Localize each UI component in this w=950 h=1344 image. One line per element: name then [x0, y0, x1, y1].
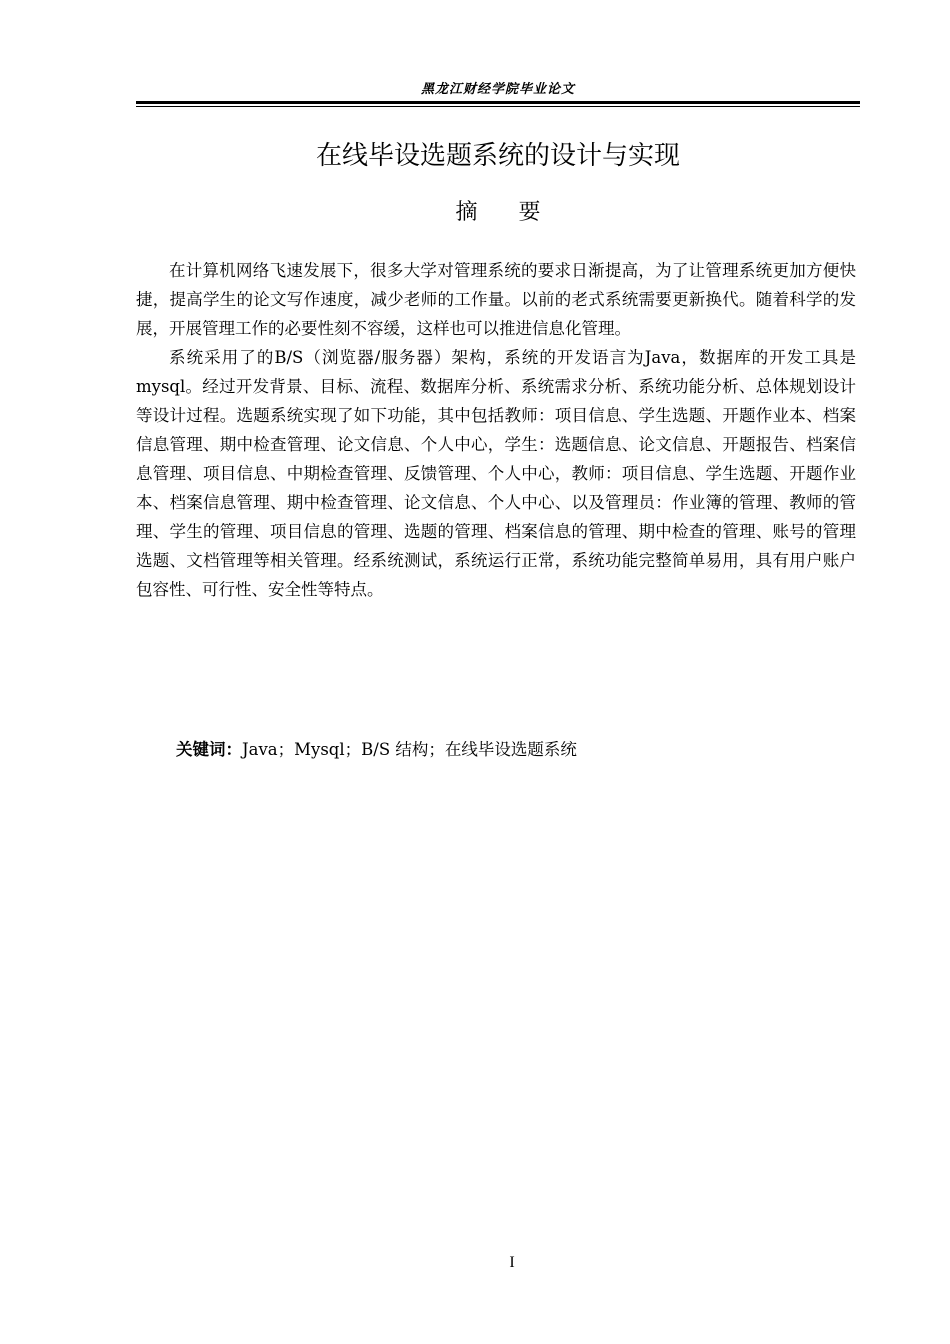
page-number: I — [509, 1254, 515, 1271]
keywords-line — [176, 735, 856, 764]
keywords-label: 关键词： — [176, 740, 242, 759]
running-header: 黑龙江财经学院毕业论文 — [420, 82, 575, 97]
abstract-paragraph-2: 系统采用了的B/S（浏览器/服务器）架构，系统的开发语言为Java，数据库的开发工具是mysql。经过开发背景、目标、流程、数据库分析、系统需求分析、系统功能分析、总体规划设计等设计过程。选题系统实现了如下功能，其中包括教师：项目信息、学生选题、开题作业本、档案信息管理、期中检查管理、论文信息、个人中心，学生：选题信息、论文信息、开题报告、档案信息管理、项目信息、中期检查管理、反馈管理、个人中心，教师：项目信息、学生选题、开题作业本、档案信息管理、期中检查管理、论文信息、个人中心、以及管理员：作业簿的管理、教师的管理、学生的管理、项目信息的管理、选题的管理、档案信息的管理、期中检查的管理、账号的管理选题、文档管理等相关管理。经系统测试，系统运行正常，系统功能完整简单易用，具有用户账户包容性、可行性、安全性等特点。 — [136, 348, 856, 599]
abstract-paragraph-1: 在计算机网络飞速发展下，很多大学对管理系统的要求日渐提高，为了让管理系统更加方便快捷，提高学生的论文写作速度，减少老师的工作量。以前的老式系统需要更新换代。随着科学的发展，开展管理工作的必要性刻不容缓，这样也可以推进信息化管理。 — [136, 261, 856, 338]
document-title: 在线毕设选题系统的设计与实现 — [315, 141, 680, 171]
header-rule-thick — [136, 101, 860, 104]
abstract-body — [136, 256, 856, 604]
header-rule-thin — [136, 106, 860, 107]
abstract-heading: 摘 要 — [455, 200, 541, 225]
keywords-value: Java；Mysql；B/S 结构；在线毕设选题系统 — [242, 740, 577, 759]
